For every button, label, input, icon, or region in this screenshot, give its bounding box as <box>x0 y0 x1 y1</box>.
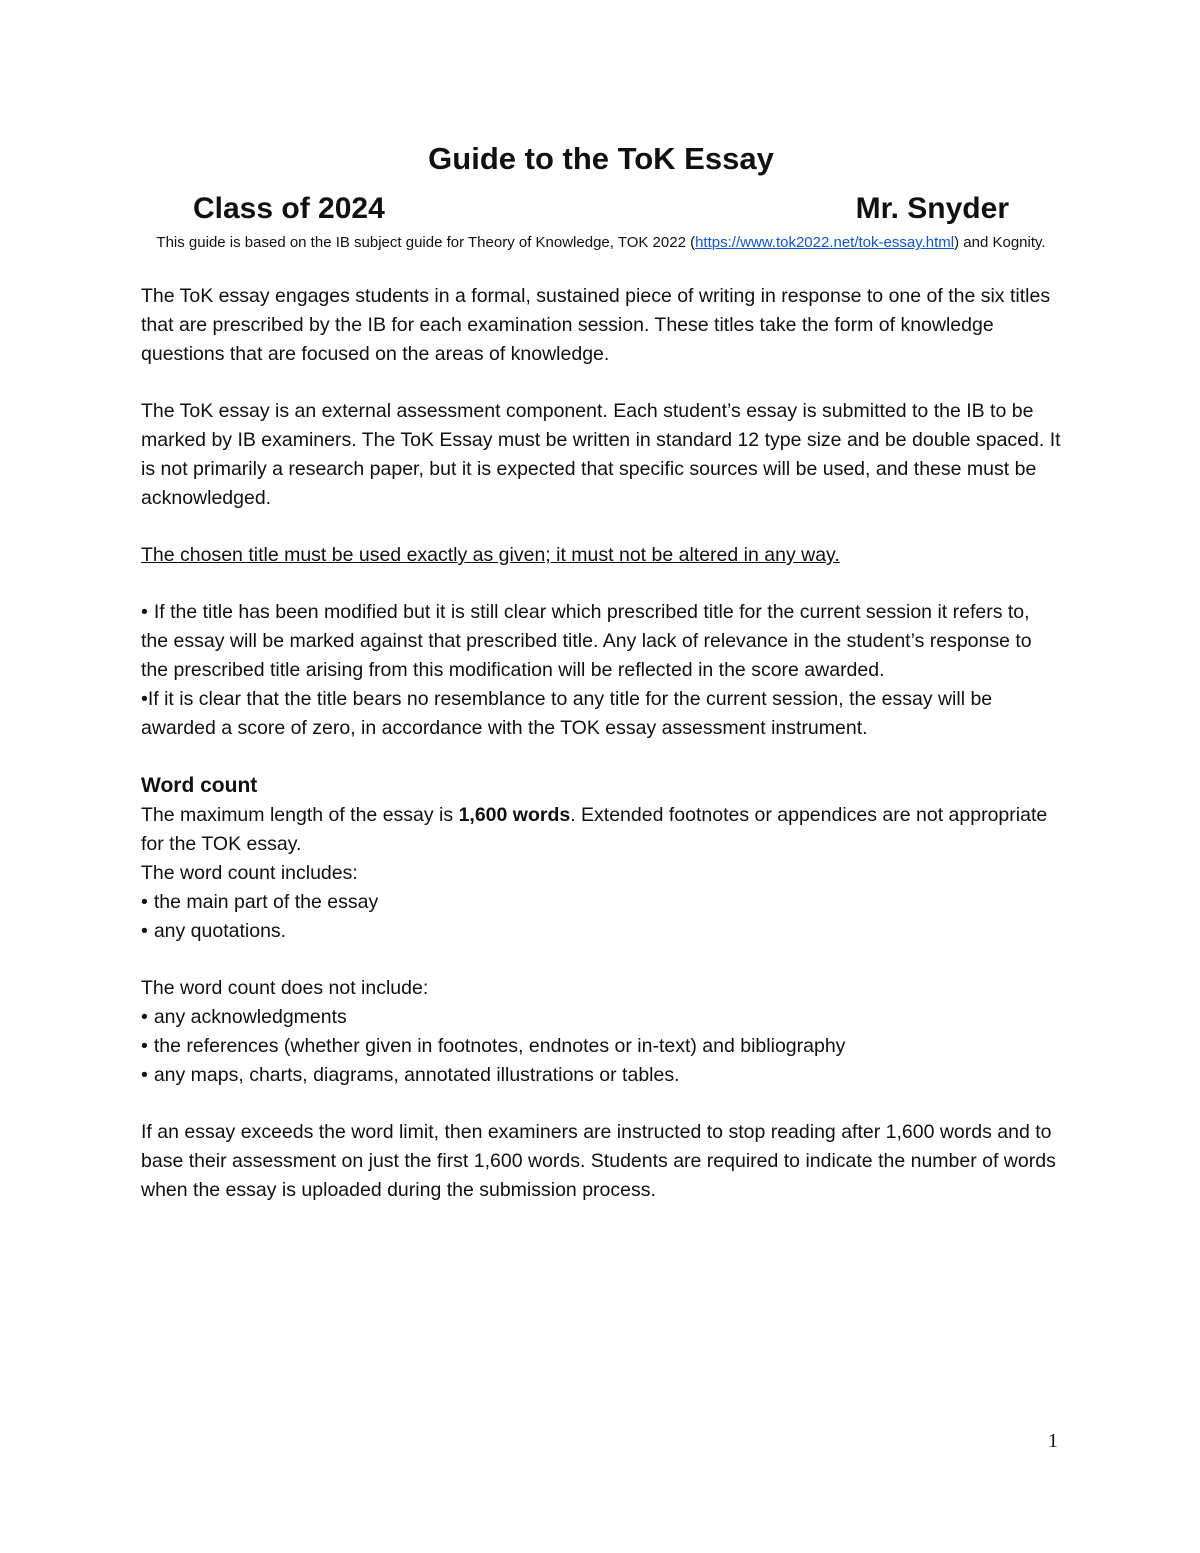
list-item-text: the main part of the essay <box>153 891 379 914</box>
bullet-no-resemblance-text: If it is clear that the title bears no resemblance to any title for the current session, the essay will be awarded a score of zero, in accordance with the TOK essay assessment instrument. <box>141 688 993 740</box>
bullet-icon: • <box>141 1035 148 1058</box>
bullet-no-resemblance <box>141 685 1061 743</box>
bullet-icon: • <box>141 1064 148 1087</box>
list-item-text: any quotations. <box>153 920 287 943</box>
includes-list <box>141 888 1061 946</box>
word-count-intro <box>141 801 1061 859</box>
document-title: Guide to the ToK Essay <box>428 141 774 176</box>
bullet-icon: • <box>141 601 148 624</box>
bullet-modified-title-text: If the title has been modified but it is still clear which prescribed title for the current session it refers to, the essay will be marked against that prescribed title. Any lack of relevance in the student’s response to the prescribed title arising from this modification will be reflected in the score awarded. <box>141 601 1032 682</box>
list-item <box>141 1061 1061 1090</box>
source-link[interactable]: https://www.tok2022.net/tok-essay.html <box>695 234 955 252</box>
page-number: 1 <box>1048 1430 1058 1452</box>
list-item-text: the references (whether given in footnotes, endnotes or in-text) and bibliography <box>153 1035 846 1058</box>
bullet-modified-title <box>141 598 1061 685</box>
list-item-text: any acknowledgments <box>153 1006 347 1029</box>
word-count-intro-before: The maximum length of the essay is <box>141 804 459 827</box>
list-item <box>141 1032 1061 1061</box>
excludes-list <box>141 1003 1061 1090</box>
teacher-name: Mr. Snyder <box>855 192 1009 226</box>
list-item <box>141 1003 1061 1032</box>
title-rule: The chosen title must be used exactly as given; it must not be altered in any way. <box>141 544 840 567</box>
includes-label: The word count includes: <box>141 862 358 885</box>
bullet-icon: • <box>141 891 148 914</box>
closing-paragraph: If an essay exceeds the word limit, then examiners are instructed to stop reading after 1,600 words and to base their assessment on just the first 1,600 words. Students are required to indicate the number of words when the essay is uploaded during the submission process. <box>141 1121 1056 1202</box>
word-count-limit: 1,600 words <box>458 804 571 827</box>
class-teacher-row <box>141 191 1061 227</box>
class-label: Class of 2024 <box>193 192 385 226</box>
source-note-before: This guide is based on the IB subject guide for Theory of Knowledge, TOK 2022 ( <box>156 234 696 252</box>
excludes-label: The word count does not include: <box>141 977 429 1000</box>
bullet-icon: • <box>141 688 148 711</box>
word-count-heading: Word count <box>141 774 258 798</box>
word-count-intro-after: . Extended footnotes or appendices are not appropriate for the TOK essay. <box>141 804 1048 856</box>
list-item-text: any maps, charts, diagrams, annotated illustrations or tables. <box>153 1064 680 1087</box>
intro-paragraph: The ToK essay engages students in a formal, sustained piece of writing in response to one of the six titles that are prescribed by the IB for each examination session. These titles take the form of knowledge questions that are focused on the areas of knowledge. <box>141 285 1051 366</box>
bullet-icon: • <box>141 920 148 943</box>
list-item <box>141 888 1061 917</box>
bullet-icon: • <box>141 1006 148 1029</box>
source-note-after: ) and Kognity. <box>954 234 1046 252</box>
list-item <box>141 917 1061 946</box>
document-body <box>141 140 1061 1205</box>
source-note <box>141 231 1061 254</box>
assessment-paragraph: The ToK essay is an external assessment component. Each student’s essay is submitted to the IB to be marked by IB examiners. The ToK Essay must be written in standard 12 type size and be double spaced. It is not primarily a research paper, but it is expected that specific sources will be used, and these must be acknowledged. <box>141 400 1061 510</box>
